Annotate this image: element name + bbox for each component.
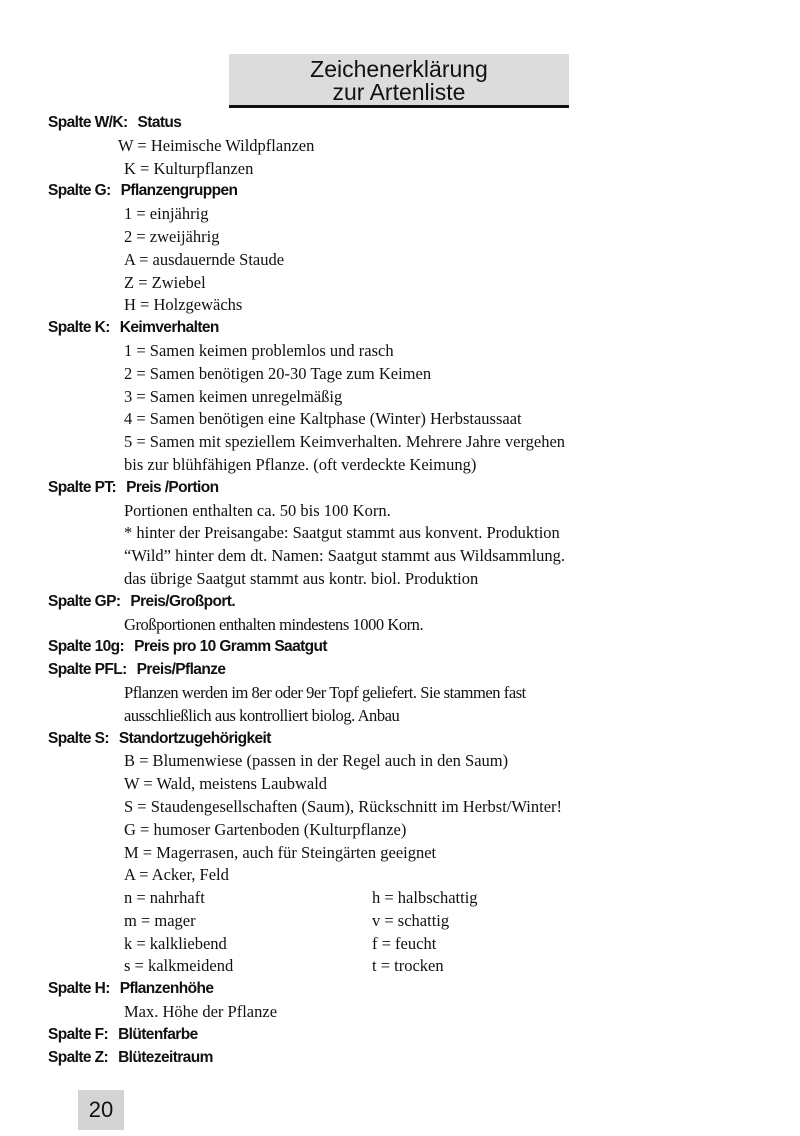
legend-line: Portionen enthalten ca. 50 bis 100 Korn.	[124, 500, 391, 520]
legend-line: H = Holzgewächs	[124, 295, 243, 315]
section-title: Keimverhalten	[119, 319, 219, 337]
section-title: Standortzugehörigkeit	[118, 729, 271, 747]
section-header	[48, 112, 768, 135]
section-label: Spalte F:	[48, 1025, 109, 1043]
section-header	[48, 1047, 768, 1070]
legend-pair-left: s = kalkmeidend	[124, 956, 234, 976]
legend-line: 5 = Samen mit speziellem Keimverhalten. Mehrere Jahre vergehen	[124, 432, 566, 452]
section-label: Spalte S:	[48, 729, 109, 747]
legend-line: A = Acker, Feld	[124, 865, 229, 885]
section-label: Spalte H:	[48, 980, 110, 998]
page-title	[229, 54, 569, 108]
section-title: Pflanzenhöhe	[119, 980, 214, 998]
section-preis-grossportion	[48, 591, 768, 637]
legend-line: B = Blumenwiese (passen in der Regel auch in den Saum)	[124, 751, 509, 771]
legend-pair-right: h = halbschattig	[372, 888, 478, 908]
section-header	[48, 659, 768, 682]
legend-line: A = ausdauernde Staude	[124, 249, 285, 269]
legend-pair-left: k = kalkliebend	[124, 933, 227, 953]
legend-line: Max. Höhe der Pflanze	[124, 1002, 278, 1022]
section-standort	[48, 728, 768, 979]
legend-line: 2 = zweijährig	[124, 226, 220, 246]
section-header	[48, 591, 768, 614]
section-pflanzengruppen	[48, 180, 768, 317]
section-title: Status	[137, 114, 182, 131]
section-label: Spalte GP:	[48, 592, 121, 610]
legend-line: M = Magerrasen, auch für Steingärten geeignet	[124, 842, 437, 862]
legend-line: 3 = Samen keimen unregelmäßig	[124, 386, 343, 406]
legend-pair-row	[48, 933, 768, 956]
legend-pair-row	[48, 955, 768, 978]
section-title: Pflanzengruppen	[120, 182, 238, 200]
legend-pair-left: n = nahrhaft	[124, 888, 205, 908]
page-title-line-1: Zeichenerklärung	[310, 56, 488, 82]
legend-pair-right: f = feucht	[372, 933, 437, 953]
section-bluetezeitraum	[48, 1047, 768, 1070]
section-label: Spalte G:	[48, 182, 111, 200]
section-title: Preis /Portion	[126, 478, 219, 496]
page-title-line-2: zur Artenliste	[332, 79, 466, 105]
legend-line: W = Heimische Wildpflanzen	[118, 135, 315, 155]
section-title: Blütezeitraum	[118, 1048, 213, 1066]
legend-line: 2 = Samen benötigen 20-30 Tage zum Keimen	[124, 363, 432, 383]
legend-line: 1 = einjährig	[124, 204, 209, 224]
legend-line: Großportionen enthalten mindestens 1000 Korn.	[124, 614, 424, 634]
section-status	[48, 112, 768, 180]
section-header	[48, 978, 768, 1001]
section-header	[48, 728, 768, 751]
legend-line: * hinter der Preisangabe: Saatgut stammt aus konvent. Produktion	[124, 523, 560, 543]
section-label: Spalte 10g:	[48, 638, 125, 656]
legend-pair-right: t = trocken	[372, 956, 444, 976]
legend-line: Z = Zwiebel	[124, 272, 206, 292]
section-label: Spalte PT:	[48, 478, 117, 496]
section-label: Spalte Z:	[48, 1048, 109, 1066]
legend-line: K = Kulturpflanzen	[124, 158, 254, 178]
legend-line: “Wild” hinter dem dt. Namen: Saatgut stammt aus Wildsammlung.	[124, 546, 566, 566]
legend-content	[48, 112, 768, 1069]
legend-pair-right: v = schattig	[372, 910, 450, 930]
section-pflanzenhoehe	[48, 978, 768, 1024]
section-header	[48, 317, 768, 340]
section-header	[48, 477, 768, 500]
section-header	[48, 180, 768, 203]
legend-line: das übrige Saatgut stammt aus kontr. biol. Produktion	[124, 568, 479, 588]
section-preis-pflanze	[48, 659, 768, 727]
legend-line: Pflanzen werden im 8er oder 9er Topf geliefert. Sie stammen fast	[124, 682, 526, 702]
section-keimverhalten	[48, 317, 768, 477]
page-number: 20	[78, 1090, 124, 1130]
legend-pair-row	[48, 910, 768, 933]
section-preis-10g	[48, 636, 768, 659]
legend-line: bis zur blühfähigen Pflanze. (oft verdeckte Keimung)	[124, 454, 477, 474]
legend-pair-row	[48, 887, 768, 910]
section-label: Spalte K:	[48, 319, 110, 337]
legend-line: W = Wald, meistens Laubwald	[124, 774, 328, 794]
legend-line: G = humoser Gartenboden (Kulturpflanze)	[124, 819, 407, 839]
section-header	[48, 1024, 768, 1047]
legend-line: 1 = Samen keimen problemlos und rasch	[124, 340, 394, 360]
section-preis-portion	[48, 477, 768, 591]
section-title: Preis pro 10 Gramm Saatgut	[134, 638, 327, 656]
section-header	[48, 636, 768, 659]
legend-line: 4 = Samen benötigen eine Kaltphase (Winter) Herbstaussaat	[124, 409, 522, 429]
section-title: Preis/Großport.	[130, 592, 236, 610]
section-title: Blütenfarbe	[118, 1025, 198, 1043]
legend-pair-left: m = mager	[124, 910, 196, 930]
section-title: Preis/Pflanze	[136, 661, 226, 679]
legend-line: ausschließlich aus kontrolliert biolog. Anbau	[124, 705, 400, 725]
section-bluetenfarbe	[48, 1024, 768, 1047]
section-label: Spalte PFL:	[48, 661, 127, 679]
section-label: Spalte W/K:	[48, 114, 128, 131]
legend-line: S = Staudengesellschaften (Saum), Rückschnitt im Herbst/Winter!	[124, 796, 563, 816]
